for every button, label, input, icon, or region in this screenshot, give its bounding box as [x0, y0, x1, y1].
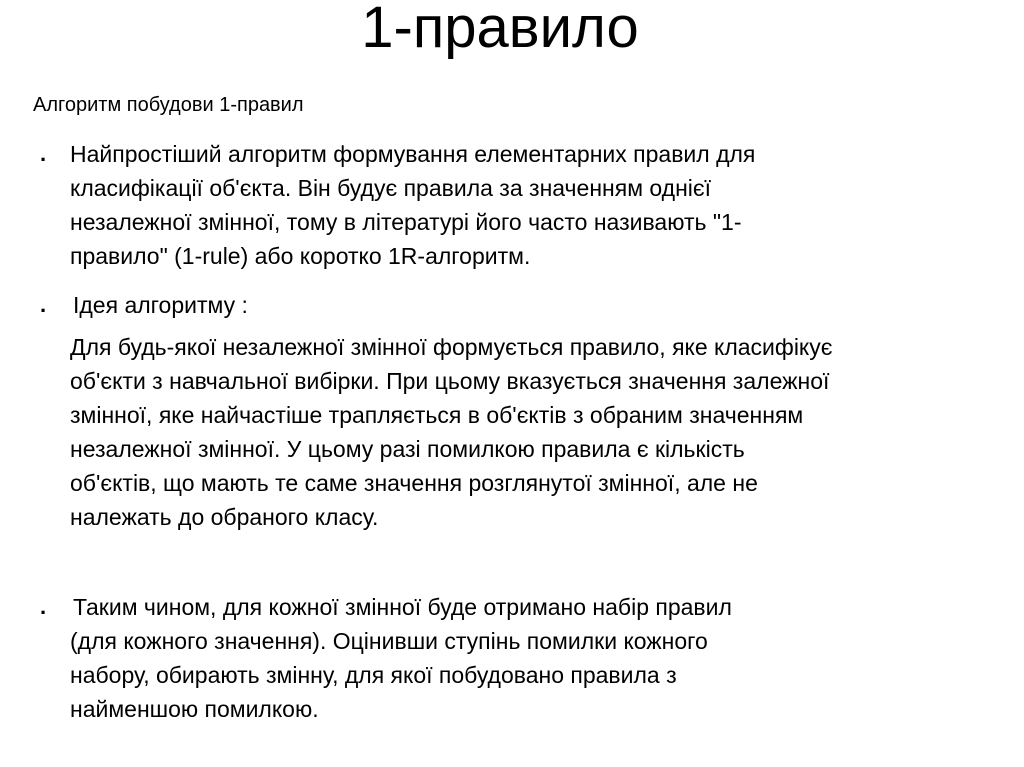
paragraph-line: незалежної змінної. У цьому разі помилкою правила є кількість [70, 436, 745, 462]
idea-heading: Ідея алгоритму : [73, 292, 248, 318]
paragraph-line: Таким чином, для кожної змінної буде отримано набір правил [73, 594, 732, 620]
bullet-marker: . [40, 594, 47, 619]
paragraph-line: Найпростіший алгоритм формування елементарних правил для [70, 141, 756, 167]
paragraph-conclusion [70, 590, 732, 726]
paragraph-line: об'єкти з навчальної вибірки. При цьому вказується значення залежної [70, 368, 830, 394]
paragraph-line: незалежної змінної, тому в літературі його часто називають "1- [70, 209, 742, 235]
bullet-marker: . [40, 141, 47, 166]
paragraph-line: правило" (1-rule) або коротко 1R-алгоритм. [70, 243, 531, 269]
paragraph-line: змінної, яке найчастіше трапляється в об'єктів з обраним значенням [70, 402, 804, 428]
slide-title: 1-правило [361, 0, 639, 60]
paragraph-line: набору, обирають змінну, для якої побудовано правила з [70, 662, 677, 688]
paragraph-line: об'єктів, що мають те саме значення розглянутої змінної, але не [70, 470, 758, 496]
paragraph-line: (для кожного значення). Оцінивши ступінь помилки кожного [70, 628, 708, 654]
paragraph-simplest-algorithm [70, 137, 755, 273]
paragraph-line: належать до обраного класу. [70, 504, 379, 530]
slide-subtitle: Алгоритм побудови 1-правил [33, 94, 304, 116]
paragraph-idea-description [70, 330, 833, 534]
paragraph-line: Для будь-якої незалежної змінної формується правило, яке класифікує [70, 334, 833, 360]
bullet-marker: . [40, 292, 47, 317]
paragraph-line: найменшою помилкою. [70, 696, 319, 722]
paragraph-line: класифікації об'єкта. Він будує правила за значенням однієї [70, 175, 712, 201]
